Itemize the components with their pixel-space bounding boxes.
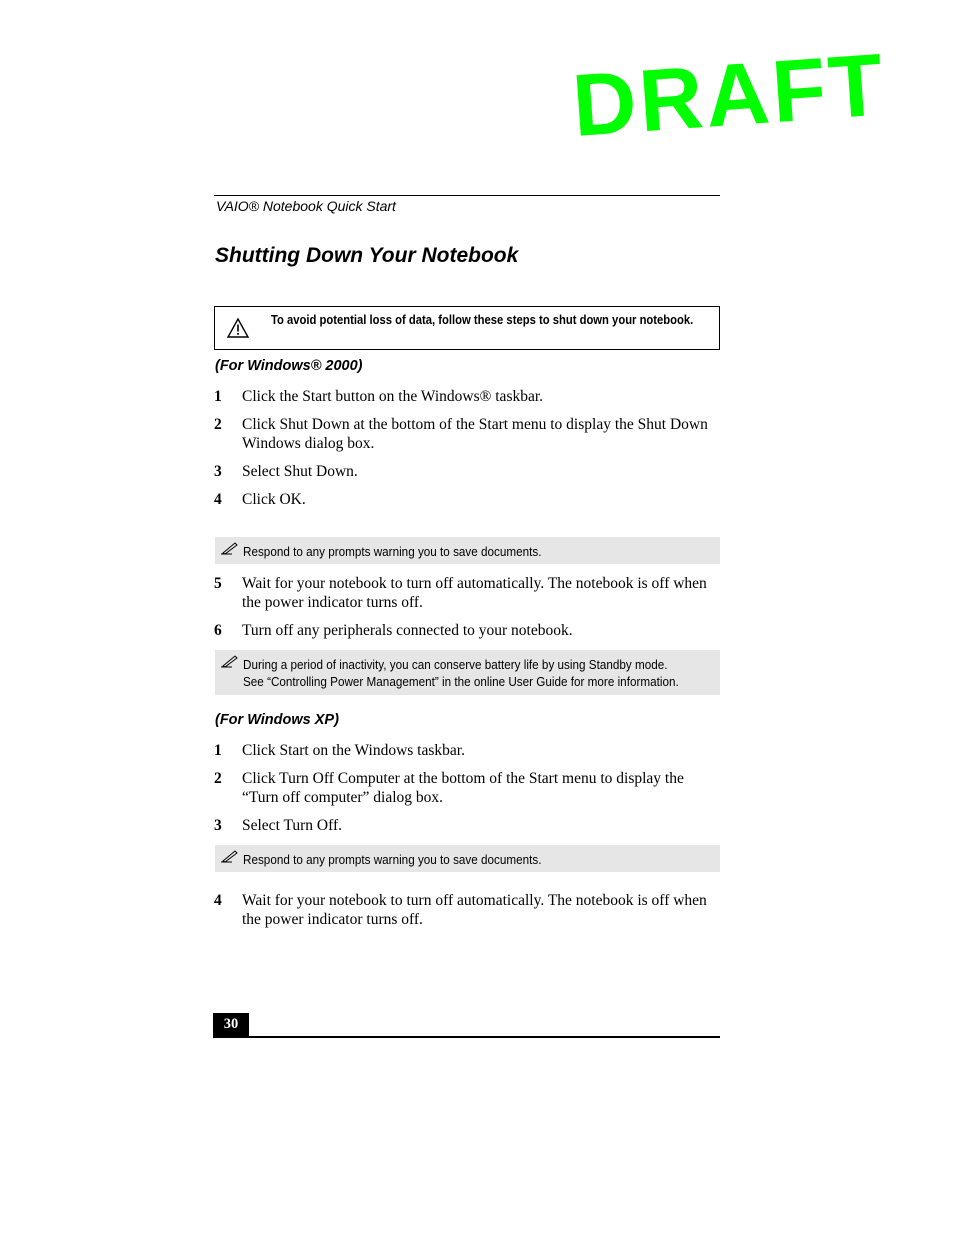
- note-pencil-icon: [220, 541, 240, 555]
- note-text: Respond to any prompts warning you to save documents.: [243, 544, 542, 559]
- header-rule: [214, 195, 720, 196]
- step-number: 2: [214, 416, 222, 433]
- draft-watermark: DRAFT: [569, 34, 889, 155]
- warning-text: To avoid potential loss of data, follow these steps to shut down your notebook.: [271, 313, 694, 327]
- page-number: 30: [213, 1013, 249, 1036]
- step-number: 4: [214, 491, 222, 508]
- step-text: Wait for your notebook to turn off automatically. The notebook is off when the power indicator turns off.: [242, 575, 707, 611]
- subheading-windows-xp: (For Windows XP): [215, 712, 339, 728]
- note-text: Respond to any prompts warning you to save documents.: [243, 852, 542, 867]
- step-text: Turn off any peripherals connected to your notebook.: [242, 622, 573, 639]
- step-text: Click Shut Down at the bottom of the Start menu to display the Shut Down Windows dialog box.: [242, 416, 708, 452]
- note-pencil-icon: [220, 849, 240, 863]
- warning-box: [214, 306, 720, 350]
- step-text: Click Start on the Windows taskbar.: [242, 742, 465, 759]
- step-number: 6: [214, 622, 222, 639]
- step-number: 3: [214, 463, 222, 480]
- step-text: Click the Start button on the Windows® taskbar.: [242, 388, 544, 405]
- note-box: [215, 650, 720, 695]
- running-head: VAIO® Notebook Quick Start: [216, 198, 396, 214]
- step-number: 3: [214, 817, 222, 834]
- note-box: [215, 845, 720, 872]
- step-number: 1: [214, 742, 222, 759]
- step-number: 5: [214, 575, 222, 592]
- note-box: [215, 537, 720, 564]
- note-pencil-icon: [220, 654, 240, 668]
- footer-rule: [213, 1036, 720, 1038]
- step-number: 2: [214, 770, 222, 787]
- note-text: During a period of inactivity, you can conserve battery life by using Standby mode. See “Controlling Power Management” in the online User Guide for more information.: [243, 657, 679, 689]
- step-text: Select Turn Off.: [242, 817, 343, 834]
- subheading-windows-2000: (For Windows® 2000): [215, 358, 363, 374]
- step-text: Wait for your notebook to turn off automatically. The notebook is off when the power indicator turns off.: [242, 892, 707, 928]
- step-text: Click OK.: [242, 491, 306, 508]
- page-title: Shutting Down Your Notebook: [215, 244, 519, 267]
- step-text: Select Shut Down.: [242, 463, 358, 480]
- step-number: 4: [214, 892, 222, 909]
- warning-triangle-icon: [227, 318, 249, 338]
- step-number: 1: [214, 388, 222, 405]
- step-text: Click Turn Off Computer at the bottom of the Start menu to display the “Turn off computer” dialog box.: [242, 770, 684, 806]
